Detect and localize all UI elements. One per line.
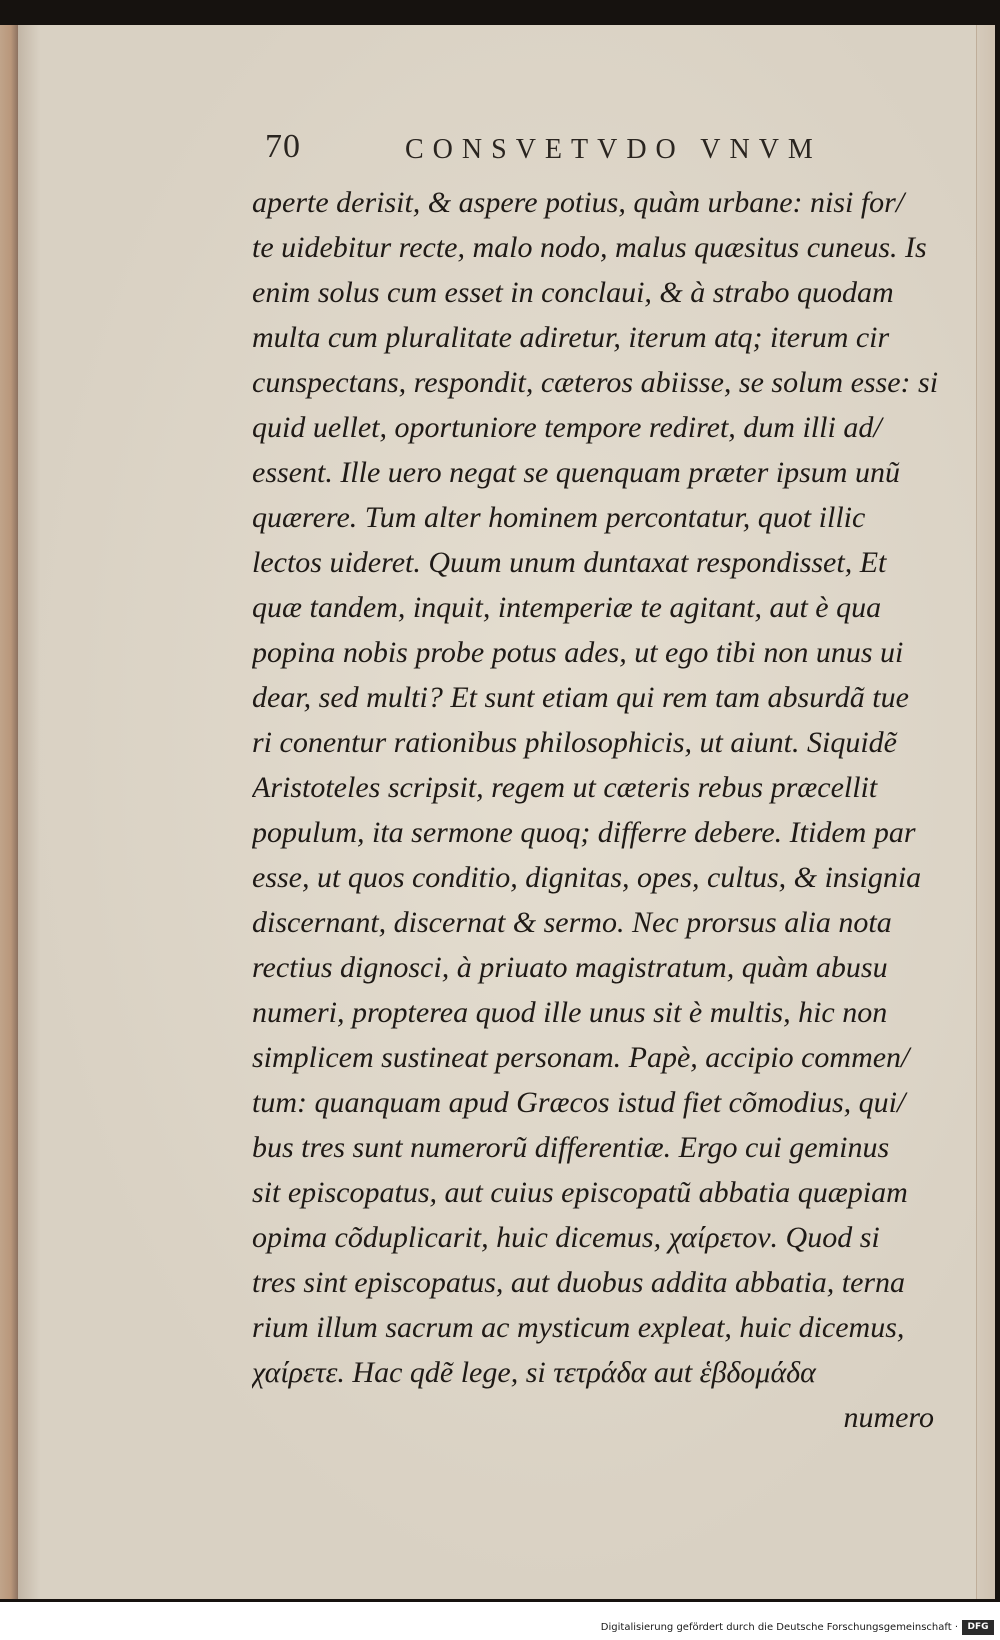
text-line: lectos uideret. Quum unum duntaxat respondisset, Et — [252, 546, 887, 579]
text-line: te uidebitur recte, malo nodo, malus quæsitus cuneus. Is — [252, 231, 927, 264]
funding-note: Digitalisierung gefördert durch die Deutsche Forschungsgemeinschaft · — [600, 1622, 958, 1633]
dfg-logo: DFG — [962, 1620, 994, 1635]
text-line: simplicem sustineat personam. Papè, accipio commen/ — [252, 1041, 910, 1074]
page-fore-edge — [976, 25, 995, 1599]
text-line: cunspectans, respondit, cæteros abiisse, se solum esse: si — [252, 366, 939, 399]
text-line: sit episcopatus, aut cuius episcopatũ abbatia quæpiam — [252, 1176, 908, 1209]
text-line: numeri, propterea quod ille unus sit è multis, hic non — [252, 996, 888, 1029]
text-line: discernant, discernat & sermo. Nec prorsus alia nota — [252, 906, 892, 939]
running-head — [265, 128, 885, 178]
book-spine-edge — [0, 25, 18, 1599]
text-line: populum, ita sermone quoq; differre debere. Itidem par — [252, 816, 916, 849]
text-line: bus tres sunt numerorũ differentiæ. Ergo cui geminus — [252, 1131, 890, 1164]
text-line: quærere. Tum alter hominem percontatur, quot illic — [252, 501, 866, 534]
text-line: rium illum sacrum ac mysticum expleat, huic dicemus, — [252, 1311, 905, 1344]
text-line: Aristoteles scripsit, regem ut cæteris rebus præcellit — [252, 771, 878, 804]
text-line: rectius dignosci, à priuato magistratum, quàm abusu — [252, 951, 888, 984]
text-line: tum: quanquam apud Græcos istud fiet cõmodius, qui/ — [252, 1086, 906, 1119]
text-line: multa cum pluralitate adiretur, iterum atq; iterum cir — [252, 321, 890, 354]
text-line: enim solus cum esset in conclaui, & à strabo quodam — [252, 276, 894, 309]
text-line: esse, ut quos conditio, dignitas, opes, cultus, & insignia — [252, 861, 922, 894]
footer-bar — [0, 1602, 1000, 1640]
text-line: opima cõduplicarit, huic dicemus, χαίρετον. Quod si — [252, 1221, 880, 1254]
text-line: χαίρετε. Hac qdẽ lege, si τετράδα aut ἑβδομάδα — [252, 1356, 816, 1389]
text-line: tres sint episcopatus, aut duobus addita abbatia, terna — [252, 1266, 906, 1299]
catchword: numero — [843, 1401, 934, 1434]
text-line: quæ tandem, inquit, intemperiæ te agitant, aut è qua — [252, 591, 882, 624]
text-line: aperte derisit, & aspere potius, quàm urbane: nisi for/ — [252, 186, 905, 219]
body-text — [252, 182, 952, 1392]
running-head-title: CONSVETVDO VNVM — [405, 134, 822, 165]
text-line: essent. Ille uero negat se quenquam præter ipsum unũ — [252, 456, 900, 489]
catchword-area — [252, 1397, 952, 1441]
text-line: dear, sed multi? Et sunt etiam qui rem tam absurdã tue — [252, 681, 909, 714]
text-line: popina nobis probe potus ades, ut ego tibi non unus ui — [252, 636, 904, 669]
text-line: quid uellet, oportuniore tempore rediret, dum illi ad/ — [252, 411, 882, 444]
page-number: 70 — [265, 128, 301, 165]
text-line: ri conentur rationibus philosophicis, ut aiunt. Siquidẽ — [252, 726, 897, 759]
